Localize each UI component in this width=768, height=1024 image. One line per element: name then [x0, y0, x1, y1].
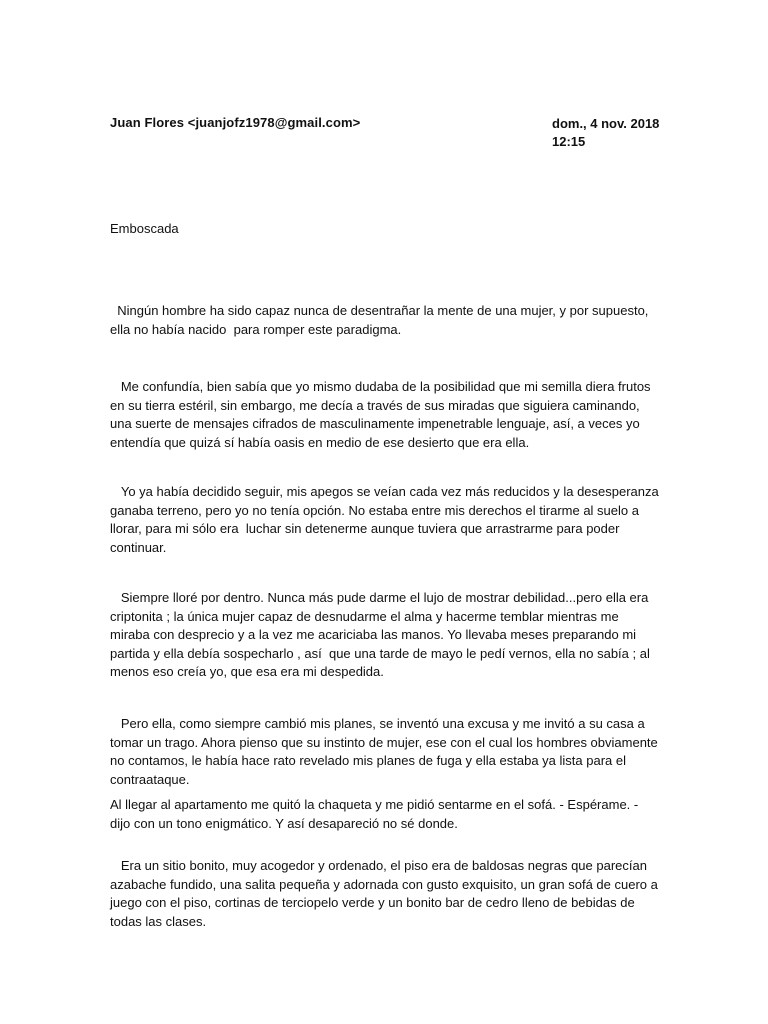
date-stamp: [552, 115, 692, 151]
body-paragraph: Era un sitio bonito, muy acogedor y ordenado, el piso era de baldosas negras que parecían azabache fundido, una salita pequeña y adornada con gusto exquisito, un gran sofá de cuero a juego con el piso, cortinas de terciopelo verde y un bonito bar de cedro lleno de bebidas de todas las clases.: [110, 858, 662, 929]
time-text: 12:15: [552, 134, 586, 149]
body-paragraph: Siempre lloré por dentro. Nunca más pude darme el lujo de mostrar debilidad...pero ella era criptonita ; la única mujer capaz de desnudarme el alma y hacerme temblar mientras me miraba con desprecio y a la vez me acariciaba las manos. Yo llevaba meses preparando mi partida y ella debía sospecharlo , así que una tarde de mayo le pedí vernos, ella no sabía ; al menos eso creía yo, que esa era mi despedida.: [110, 590, 654, 679]
body-paragraph: Ningún hombre ha sido capaz nunca de desentrañar la mente de una mujer, y por supuesto, ella no había nacido para romper este paradigma.: [110, 303, 653, 337]
body-paragraph: Pero ella, como siempre cambió mis planes, se inventó una excusa y me invitó a su casa a tomar un trago. Ahora pienso que su instinto de mujer, ese con el cual los hombres obviamente no contamos, le había hace rato revelado mis planes de fuga y ella estaba ya lista para el contraataque.: [110, 716, 662, 787]
body-paragraph: Me confundía, bien sabía que yo mismo dudaba de la posibilidad que mi semilla diera frutos en su tierra estéril, sin embargo, me decía a través de sus miradas que siguiera caminando, una suerte de mensajes cifrados de masculinamente impenetrable lenguaje, así, a veces yo entendía que quizá sí había oasis en medio de ese desierto que era ella.: [110, 379, 655, 450]
sender-line: Juan Flores <juanjofz1978@gmail.com>: [110, 115, 361, 130]
body-paragraph: Al llegar al apartamento me quitó la chaqueta y me pidió sentarme en el sofá. - Espérame. - dijo con un tono enigmático. Y así desapareció no sé donde.: [110, 797, 642, 831]
body-paragraph: Yo ya había decidido seguir, mis apegos se veían cada vez más reducidos y la desesperanza ganaba terreno, pero yo no tenía opción. No estaba entre mis derechos el tirarme al suelo a llorar, para mi sólo era luchar sin detenerme aunque tuviera que arrastrarme para poder continuar.: [110, 484, 663, 555]
date-text: dom., 4 nov. 2018: [552, 116, 660, 131]
email-subject: Emboscada: [110, 221, 179, 236]
